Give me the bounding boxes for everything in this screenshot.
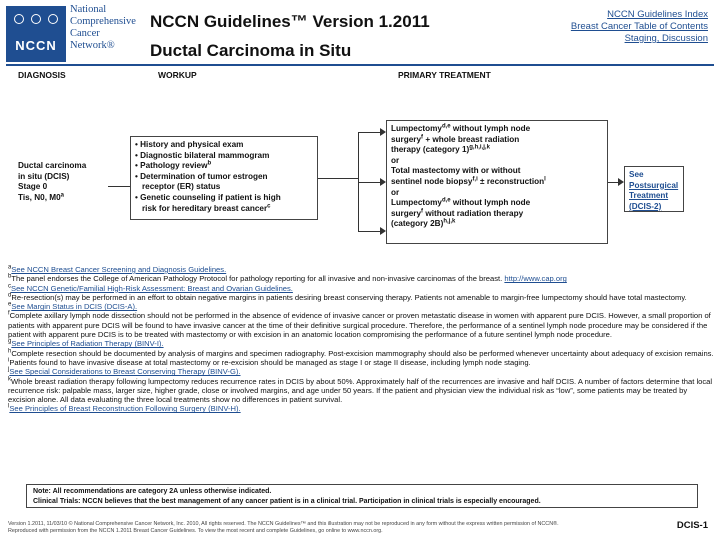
primary-or: or: [391, 155, 400, 165]
primary-line: surgery$^f$ + whole breast radiation: [391, 133, 520, 144]
primary-or: or: [391, 187, 400, 197]
see-link-line: (DCIS-2): [629, 201, 662, 211]
footnote-link[interactable]: See NCCN Genetic/Familial High-Risk Assessment: Breast and Ovarian Guidelines.: [11, 283, 293, 293]
cap-url-link[interactable]: http://www.cap.org: [504, 274, 567, 284]
diagnosis-box: [14, 158, 127, 216]
staging-discussion-link[interactable]: Staging, Discussion: [624, 33, 708, 44]
primary-treatment-box: [386, 120, 608, 244]
footnote-link[interactable]: See Margin Status in DCIS (DCIS-A).: [11, 302, 138, 312]
footnote: $^f$Complete axillary lymph node dissection should not be performed in the absence of evidence of invasive cancer or proven metastatic disease in women with apparent pure DCIS. However, a small proportion of patients with apparent pure DCIS will be found to have invasive cancer at the time of their definitive surgical procedure. Therefore, the performance of a sentinel lymph node procedure may be considered if the patient with apparent pure DCIS is to be treated with mastectomy or with excision in an anatomic location compromising the performance of a future sentinel lymph node procedure.: [8, 310, 711, 340]
diagnosis-line: Tis, N0, M0$^a$: [18, 192, 64, 202]
guidelines-index-link[interactable]: NCCN Guidelines Index: [607, 9, 708, 20]
footnote: $^l$See Principles of Breast Reconstruction Following Surgery (BINV-H).: [8, 403, 241, 414]
see-label: See: [629, 170, 644, 179]
primary-line: therapy (category 1)$^{g,h,i,j,k}$: [391, 144, 490, 155]
column-header-primary-treatment: PRIMARY TREATMENT: [398, 70, 491, 80]
logo-text: NCCN: [15, 38, 57, 53]
footnote: $^k$Whole breast radiation therapy following lumpectomy reduces recurrence rates in DCIS by about 50%. Approximately half of the recurrences are invasive and half DCIS. A number of factors determine that local recurrence risk: palpable mass, larger size, higher grade, close or involved margins, and age under 50 years. If the patient and physician view the individual risk as “low”, some patients may be treated by excision alone. All data evaluating the three local treatments show no differences in patient survival.: [8, 376, 713, 405]
page-number: DCIS-1: [676, 520, 708, 531]
primary-line: (category 2B)$^{h,j,k}$: [391, 218, 456, 229]
see-link-line: Postsurgical: [629, 180, 679, 190]
org-name-line: Network®: [70, 40, 115, 51]
copyright-line: Reproduced with permission from the NCCN 1.2011 Breast Cancer Guidelines. To view the most recent and complete Guidelines, go online to www.nccn.org.: [8, 528, 383, 534]
workup-item: receptor (ER) status: [142, 182, 221, 192]
workup-box: [130, 136, 318, 220]
primary-line: Lumpectomy$^{d,e}$ without lymph node: [391, 197, 531, 208]
footnotes: [8, 265, 714, 414]
footnote: $^g$See Principles of Radiation Therapy (BINV-I).: [8, 338, 164, 349]
footnote: $^b$The panel endorses the College of American Pathology Protocol for pathology reporting for all invasive and non-invasive carcinomas of the breast. http://www.cap.org: [8, 273, 567, 284]
workup-item: • Determination of tumor estrogen: [135, 171, 268, 181]
arrow-right-icon: [380, 178, 386, 186]
footnote: $^j$See Special Considerations to Breast Conserving Therapy (BINV-G).: [8, 366, 241, 377]
arrow-right-icon: [380, 128, 386, 136]
footnote: $^h$Complete resection should be documented by analysis of margins and specimen radiography. Post-excision mammography should also be performed whenever uncertainty about adequacy of excision remains.: [8, 348, 714, 358]
primary-line: Lumpectomy$^{d,e}$ without lymph node: [391, 123, 531, 133]
connector-branch-top: [358, 132, 380, 133]
note-box: [26, 484, 698, 508]
workup-item: • Pathology review$^b$: [135, 160, 212, 171]
breast-cancer-toc-link[interactable]: Breast Cancer Table of Contents: [570, 21, 708, 32]
primary-line: sentinel node biopsy$^{f,i}$ ± reconstruction$^l$: [391, 176, 546, 186]
workup-item: • History and physical exam: [135, 140, 244, 149]
note-line: Note: All recommendations are category 2A unless otherwise indicated.: [33, 488, 272, 495]
footnote: $^c$See NCCN Genetic/Familial High-Risk Assessment: Breast and Ovarian Guidelines.: [8, 283, 293, 293]
logo-dots-icon: [14, 14, 58, 32]
see-link-line: Treatment: [629, 191, 669, 201]
header-divider: [6, 64, 714, 66]
footnote-link[interactable]: See NCCN Breast Cancer Screening and Diagnosis Guidelines.: [11, 265, 227, 274]
document-subtitle: Ductal Carcinoma in Situ: [150, 41, 352, 60]
copyright: [8, 521, 628, 535]
footnote-link[interactable]: See Special Considerations to Breast Conserving Therapy (BINV-G).: [9, 367, 241, 377]
footnote: $^a$See NCCN Breast Cancer Screening and Diagnosis Guidelines.: [8, 264, 227, 274]
connector-workup-primary: [318, 178, 358, 179]
footnote: $^d$Re-resection(s) may be performed in an effort to obtain negative margins in patients desiring breast conserving therapy. Patients not amenable to margin-free lumpectomy should have total mastectomy.: [8, 292, 687, 302]
document-title: NCCN Guidelines™ Version 1.2011: [150, 12, 430, 31]
org-name-line: Comprehensive: [70, 16, 136, 27]
footnote-link[interactable]: See Principles of Breast Reconstruction Following Surgery (BINV-H).: [9, 404, 241, 414]
header-links: [571, 9, 708, 45]
workup-item: • Diagnostic bilateral mammogram: [135, 150, 270, 160]
diagnosis-line: in situ (DCIS): [18, 171, 70, 181]
org-name-line: National: [70, 4, 107, 15]
connector-branch-bottom: [358, 231, 380, 232]
copyright-line: Version 1.2011, 11/03/10 © National Comprehensive Cancer Network, Inc. 2010, All rights reserved. The NCCN Guidelines™ and this illustration may not be reproduced in any form without the express written permission of NCCN®.: [8, 521, 559, 527]
organization-name: [70, 4, 144, 52]
workup-item: risk for hereditary breast cancer$^c$: [142, 202, 271, 213]
column-header-diagnosis: DIAGNOSIS: [18, 70, 66, 80]
column-header-workup: WORKUP: [158, 70, 197, 80]
workup-item: • Genetic counseling if patient is high: [135, 192, 281, 202]
footnote-link[interactable]: See Principles of Radiation Therapy (BINV-I).: [11, 339, 164, 349]
see-postsurgical-treatment-link[interactable]: [624, 166, 684, 212]
connector-primary-see: [608, 182, 618, 183]
nccn-logo: [6, 6, 66, 62]
connector-branch-mid: [358, 182, 380, 183]
footnote: $^e$See Margin Status in DCIS (DCIS-A).: [8, 301, 138, 312]
footnote: $^i$Patients found to have invasive disease at total mastectomy or re-excision should be managed as stage I or stage II disease, including lymph node staging.: [8, 357, 531, 367]
note-line: Clinical Trials: NCCN believes that the best management of any cancer patient is in a clinical trial. Participation in clinical trials is especially encouraged.: [33, 497, 541, 505]
arrow-right-icon: [618, 178, 624, 186]
org-name-line: Cancer: [70, 28, 100, 39]
primary-line: surgery$^f$ without radiation therapy: [391, 208, 524, 218]
diagnosis-line: Stage 0: [18, 182, 48, 192]
arrow-right-icon: [380, 227, 386, 235]
primary-line: Total mastectomy with or without: [391, 166, 521, 176]
diagnosis-line: Ductal carcinoma: [18, 161, 87, 170]
connector-diagnosis-workup: [108, 186, 130, 187]
